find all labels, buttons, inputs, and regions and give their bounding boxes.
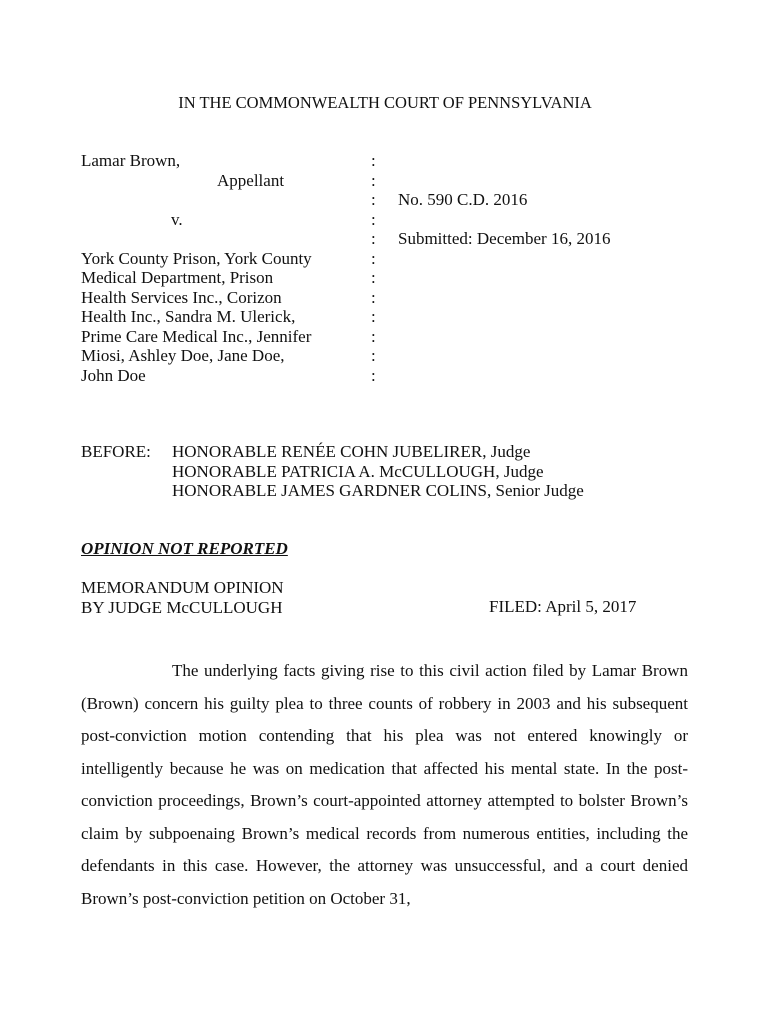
opinion-status: OPINION NOT REPORTED [81, 539, 288, 558]
submitted-date: Submitted: December 16, 2016 [398, 229, 611, 248]
separator: : [371, 287, 376, 307]
judge-line: HONORABLE PATRICIA A. McCULLOUGH, Judge [172, 461, 544, 481]
separator: : [371, 248, 376, 268]
separator: : [371, 346, 376, 365]
appellee-line: Miosi, Ashley Doe, Jane Doe, [81, 346, 285, 365]
appellee-line: Medical Department, Prison [81, 268, 274, 287]
memorandum-heading [81, 578, 284, 617]
separator: : [371, 151, 376, 170]
court-heading: IN THE COMMONWEALTH COURT OF PENNSYLVANIA [178, 93, 592, 112]
body-paragraph: The underlying facts giving rise to this civil action filed by Lamar Brown (Brown) concern his guilty plea to three counts of robbery in 2003 and his subsequent post-conviction motion contending that his plea was not entered knowingly or intelligently because he was on medication that affected his mental state. In the post-conviction proceedings, Brown’s court-appointed attorney attempted to bolster Brown’s claim by subpoenaing Brown’s medical records from numerous entities, including the defendants in this case. However, the attorney was unsuccessful, and a court denied Brown’s post-conviction petition on October 31, [81, 661, 688, 908]
versus-label: v. [171, 209, 183, 229]
separator: : [371, 326, 376, 346]
separator: : [371, 268, 376, 287]
separator: : [371, 229, 376, 248]
separator: : [371, 190, 376, 209]
author-line: BY JUDGE McCULLOUGH [81, 597, 283, 617]
appellant-name: Lamar Brown, [81, 151, 181, 170]
memorandum-line: MEMORANDUM OPINION [81, 578, 284, 597]
separator: : [371, 365, 376, 385]
appellee-line: York County Prison, York County [81, 248, 312, 268]
appellee-line: Health Inc., Sandra M. Ulerick, [81, 307, 296, 326]
judge-line: HONORABLE RENÉE COHN JUBELIRER, Judge [172, 442, 531, 461]
separator: : [371, 307, 376, 326]
case-caption [81, 151, 701, 391]
separator: : [371, 170, 376, 190]
before-label: BEFORE: [81, 442, 151, 461]
appellees-list [81, 249, 312, 386]
judges-list [172, 442, 584, 501]
appellee-line: Health Services Inc., Corizon [81, 287, 282, 307]
judge-line: HONORABLE JAMES GARDNER COLINS, Senior Judge [172, 481, 584, 500]
caption-separator-column [371, 151, 376, 385]
appellee-line: John Doe [81, 365, 146, 385]
opinion-body [81, 655, 688, 915]
docket-number: No. 590 C.D. 2016 [398, 190, 528, 209]
separator: : [371, 209, 376, 229]
appellee-line: Prime Care Medical Inc., Jennifer [81, 326, 312, 346]
filed-date: FILED: April 5, 2017 [489, 597, 637, 616]
appellant-role: Appellant [217, 170, 285, 190]
